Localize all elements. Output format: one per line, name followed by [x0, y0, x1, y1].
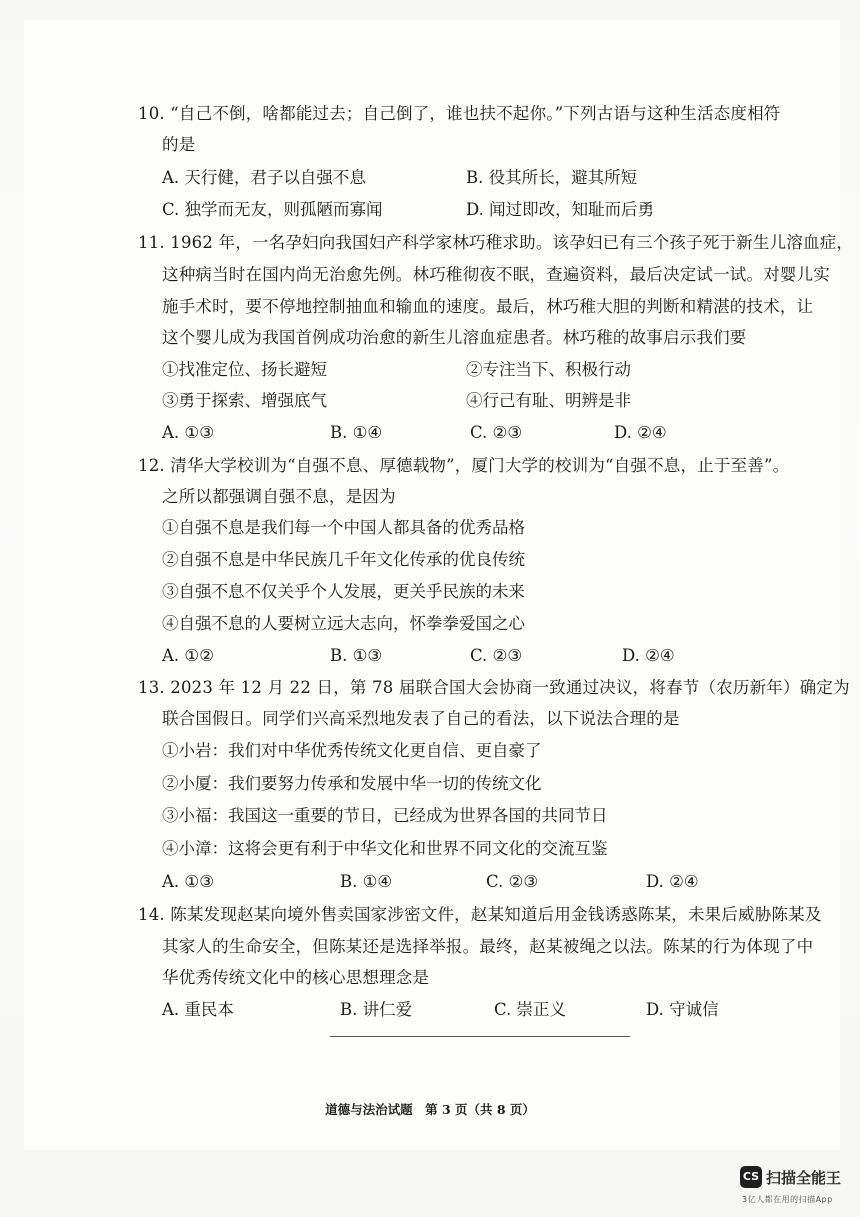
scanner-app-name: 扫描全能王: [766, 1169, 842, 1187]
q13-statement-2: ②小厦：我们要努力传承和发展中华一切的传统文化: [162, 774, 542, 793]
q14-stem-line-1: 14. 陈某发现赵某向境外售卖国家涉密文件，赵某知道后用金钱诱惑陈某，未果后威胁陈某及: [138, 905, 822, 924]
q11-option-c: C. ②③: [470, 423, 523, 442]
q10-option-d: D. 闻过即改，知耻而后勇: [466, 200, 655, 219]
q11-stem-line-2: 这种病当时在国内尚无治愈先例。林巧稚彻夜不眠，查遍资料，最后决定试一试。对婴儿实: [162, 265, 830, 284]
q11-statement-1: ①找准定位、扬长避短: [162, 360, 327, 379]
q13-statement-1: ①小岩：我们对中华优秀传统文化更自信、更自豪了: [162, 741, 542, 760]
q10-option-c: C. 独学而无友，则孤陋而寡闻: [162, 200, 383, 219]
q11-option-d: D. ②④: [614, 423, 667, 442]
q14-option-b: B. 讲仁爱: [340, 1000, 413, 1019]
section-divider: [330, 1036, 630, 1037]
q13-option-d: D. ②④: [646, 872, 699, 891]
q12-option-a: A. ①②: [162, 646, 214, 665]
page-footer: 道德与法治试题 第 3 页（共 8 页）: [325, 1102, 535, 1117]
q12-option-b: B. ①③: [330, 646, 383, 665]
q13-stem-line-2: 联合国假日。同学们兴高采烈地发表了自己的看法，以下说法合理的是: [162, 709, 680, 728]
q11-statement-4: ④行己有耻、明辨是非: [466, 391, 631, 410]
q11-statement-2: ②专注当下、积极行动: [466, 360, 631, 379]
q11-option-b: B. ①④: [330, 423, 383, 442]
q12-option-c: C. ②③: [470, 646, 523, 665]
q11-option-a: A. ①③: [162, 423, 214, 442]
q13-option-c: C. ②③: [486, 872, 539, 891]
scanner-tagline: 3亿人都在用的扫描App: [742, 1195, 833, 1204]
q13-statement-3: ③小福：我国这一重要的节日，已经成为世界各国的共同节日: [162, 806, 608, 825]
q13-statement-4: ④小漳：这将会更有利于中华文化和世界不同文化的交流互鉴: [162, 839, 608, 858]
scanner-logo-icon: CS: [740, 1166, 762, 1188]
q10-stem-line-1: 10. “自己不倒，啥都能过去；自己倒了，谁也扶不起你。”下列古语与这种生活态度相符: [138, 104, 781, 123]
q12-option-d: D. ②④: [622, 646, 675, 665]
q11-stem-line-4: 这个婴儿成为我国首例成功治愈的新生儿溶血症患者。林巧稚的故事启示我们要: [162, 328, 747, 347]
q12-stem-line-1: 12. 清华大学校训为“自强不息、厚德载物”，厦门大学的校训为“自强不息，止于至善”。: [138, 456, 790, 475]
q14-option-a: A. 重民本: [162, 1000, 234, 1019]
q11-stem-line-3: 施手术时，要不停地控制抽血和输血的速度。最后，林巧稚大胆的判断和精湛的技术，让: [162, 297, 814, 316]
q10-option-a: A. 天行健，君子以自强不息: [162, 168, 366, 187]
q12-statement-4: ④自强不息的人要树立远大志向，怀拳拳爱国之心: [162, 614, 525, 633]
q12-statement-1: ①自强不息是我们每一个中国人都具备的优秀品格: [162, 518, 525, 537]
q11-stem-line-1: 11. 1962 年，一名孕妇向我国妇产科学家林巧稚求助。该孕妇已有三个孩子死于新生儿溶血症，: [138, 233, 854, 252]
q12-statement-3: ③自强不息不仅关乎个人发展，更关乎民族的未来: [162, 582, 525, 601]
q14-option-d: D. 守诚信: [646, 1000, 719, 1019]
q14-stem-line-2: 其家人的生命安全，但陈某还是选择举报。最终，赵某被绳之以法。陈某的行为体现了中: [162, 937, 814, 956]
q13-option-a: A. ①③: [162, 872, 214, 891]
scanner-watermark: [740, 1166, 850, 1212]
q10-option-b: B. 役其所长，避其所短: [466, 168, 638, 187]
q12-stem-line-2: 之所以都强调自强不息，是因为: [162, 487, 396, 506]
q13-stem-line-1: 13. 2023 年 12 月 22 日，第 78 届联合国大会协商一致通过决议，将春节（农历新年）确定为: [138, 678, 850, 697]
q14-stem-line-3: 华优秀传统文化中的核心思想理念是: [162, 968, 430, 987]
q14-option-c: C. 崇正义: [494, 1000, 567, 1019]
q12-statement-2: ②自强不息是中华民族几千年文化传承的优良传统: [162, 550, 525, 569]
q11-statement-3: ③勇于探索、增强底气: [162, 391, 327, 410]
q13-option-b: B. ①④: [340, 872, 393, 891]
q10-stem-line-2: 的是: [162, 135, 196, 154]
